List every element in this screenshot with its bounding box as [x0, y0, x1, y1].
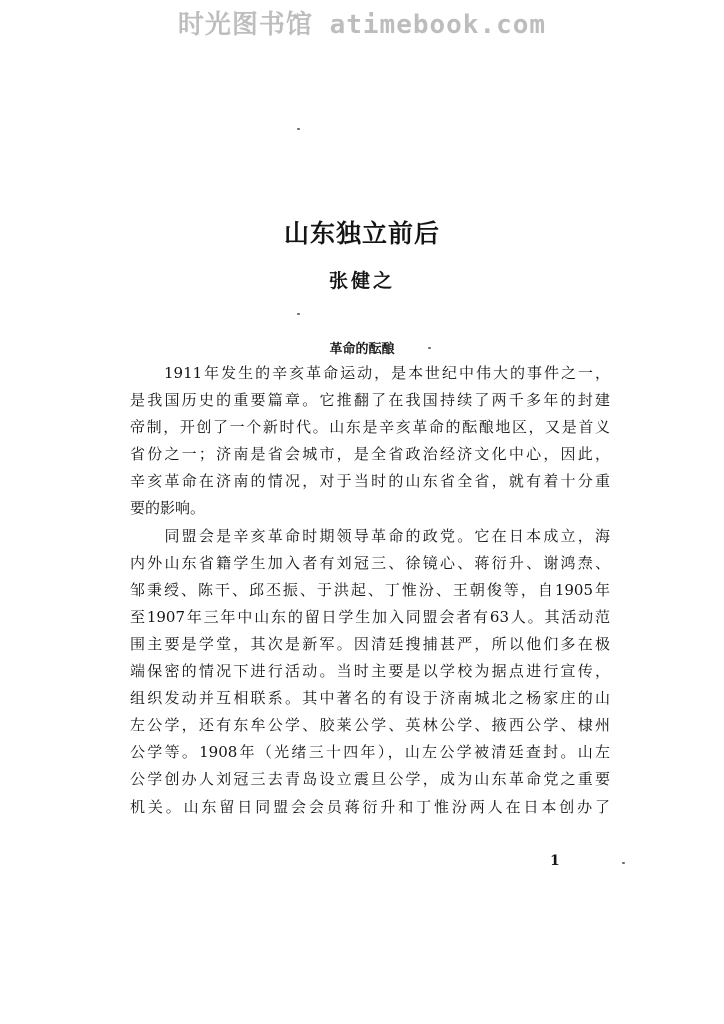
text-line: 省份之一；济南是省会城市，是全省政治经济文化中心，因此， — [130, 445, 610, 464]
scan-speck — [622, 862, 625, 864]
scan-speck — [428, 347, 431, 349]
scan-speck — [297, 128, 300, 130]
watermark-text: 时光图书馆 atimebook.com — [177, 10, 547, 40]
section-heading: 革命的酝酿 — [329, 342, 395, 357]
text-line: 围主要是学堂，其次是新军。因清廷搜捕甚严，所以他们多在极 — [130, 634, 610, 653]
text-line: 辛亥革命在济南的情况，对于当时的山东省全省，就有着十分重 — [130, 472, 610, 491]
text-line: 端保密的情况下进行活动。当时主要是以学校为据点进行宣传， — [130, 662, 610, 681]
article-title: 山东独立前后 — [283, 219, 440, 248]
text-line: 要的影响。 — [130, 499, 206, 518]
text-line: 机关。山东留日同盟会会员蒋衍升和丁惟汾两人在日本创办了 — [130, 797, 610, 816]
scan-speck — [297, 313, 300, 315]
text-line: 公学创办人刘冠三去青岛设立震旦公学，成为山东革命党之重要 — [130, 770, 610, 789]
text-line: 帝制，开创了一个新时代。山东是辛亥革命的酝酿地区，又是首义 — [130, 418, 610, 437]
text-line: 组织发动并互相联系。其中著名的有设于济南城北之杨家庄的山 — [130, 689, 610, 708]
text-line: 邹秉绶、陈干、邱丕振、于洪起、丁惟汾、王朝俊等，自1905年 — [130, 580, 610, 599]
text-line: 同盟会是辛亥革命时期领导革命的政党。它在日本成立，海 — [130, 526, 610, 545]
text-line: 公学等。1908年（光绪三十四年），山左公学被清廷查封。山左 — [130, 743, 610, 762]
article-author: 张健之 — [328, 270, 395, 292]
text-line: 内外山东省籍学生加入者有刘冠三、徐镜心、蒋衍升、谢鸿焘、 — [130, 553, 610, 572]
text-line: 1911年发生的辛亥革命运动，是本世纪中伟大的事件之一， — [130, 364, 610, 382]
page-number: 1 — [550, 853, 560, 869]
body-text — [130, 360, 610, 821]
text-line: 左公学，还有东牟公学、胶莱公学、英林公学、掖西公学、棣州 — [130, 716, 610, 735]
text-line: 是我国历史的重要篇章。它推翻了在我国持续了两千多年的封建 — [130, 391, 610, 410]
text-line: 至1907年三年中山东的留日学生加入同盟会者有63人。其活动范 — [130, 607, 610, 626]
